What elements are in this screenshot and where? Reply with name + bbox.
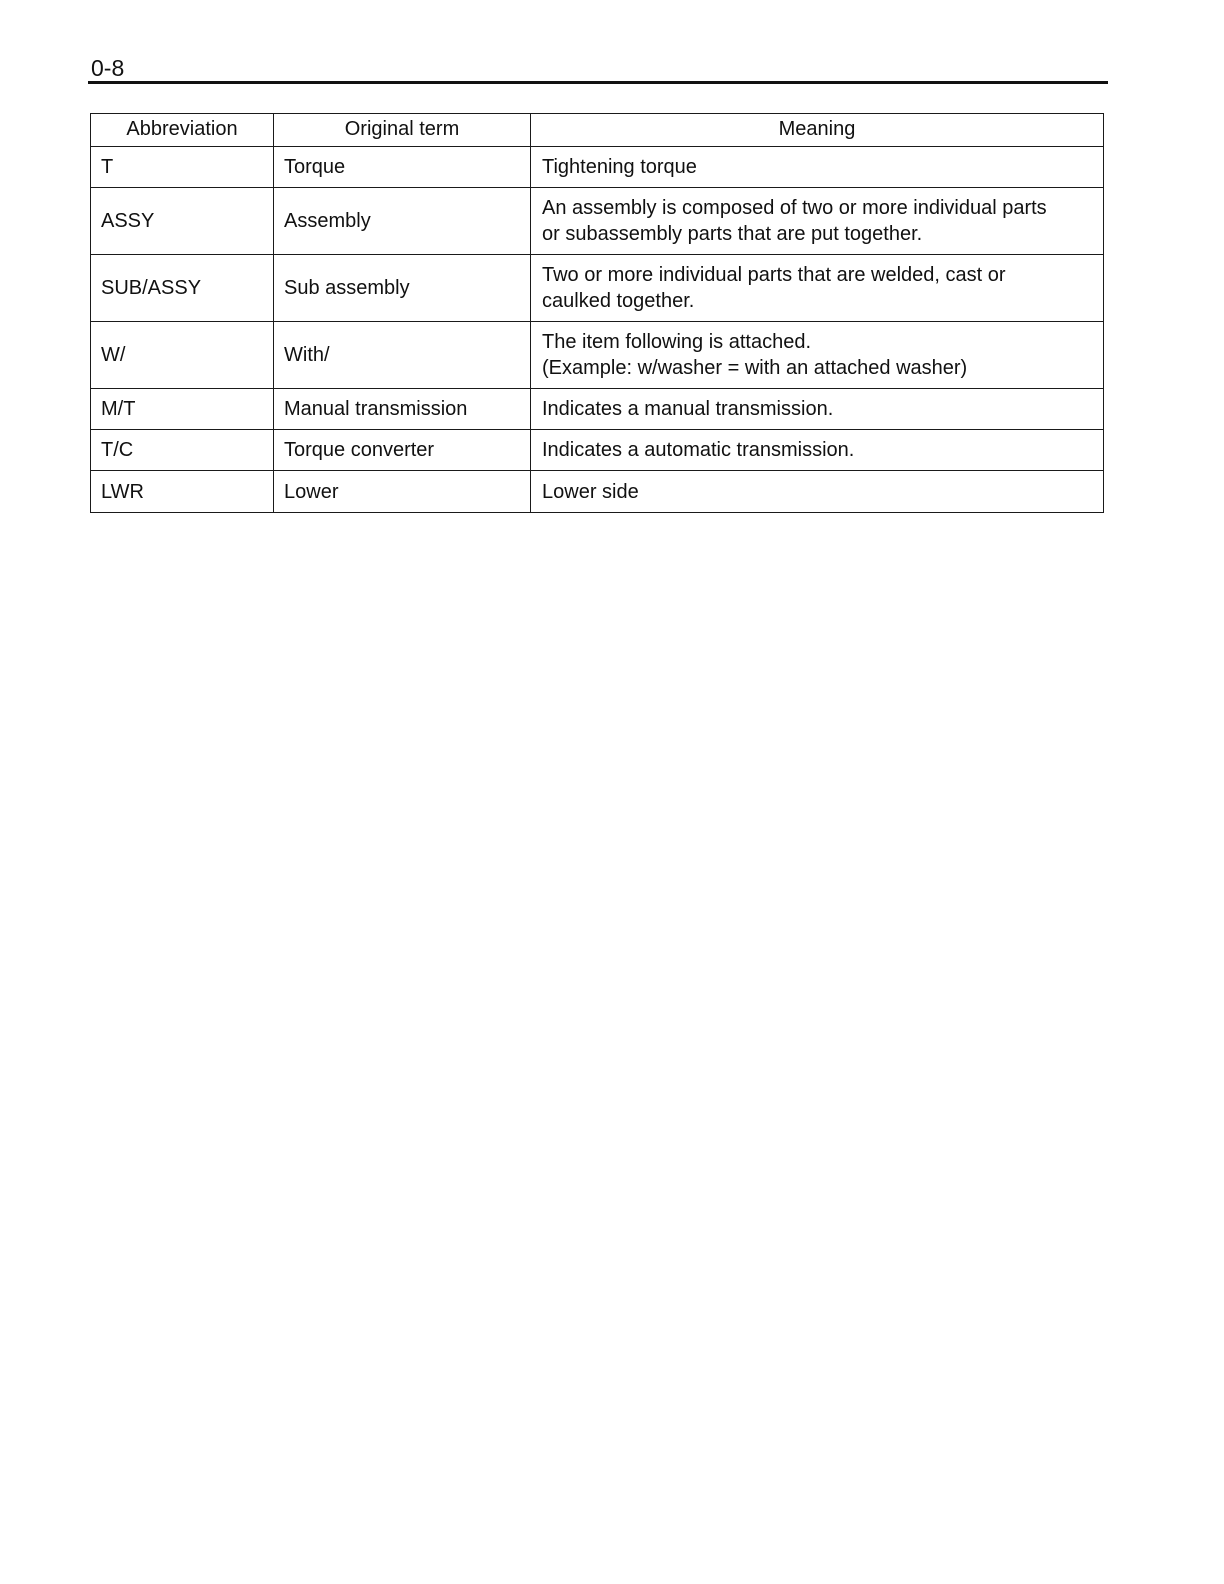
- meaning-line: Tightening torque: [542, 156, 697, 178]
- cell-original-term: Sub assembly: [274, 255, 531, 322]
- table-row: [91, 255, 1104, 322]
- cell-meaning: [531, 389, 1104, 430]
- cell-original-term: Torque: [274, 147, 531, 188]
- table-row: [91, 322, 1104, 389]
- cell-abbreviation: W/: [91, 322, 274, 389]
- cell-original-term: Assembly: [274, 188, 531, 255]
- cell-original-term: Manual transmission: [274, 389, 531, 430]
- cell-original-term: Lower: [274, 471, 531, 513]
- cell-meaning: [531, 147, 1104, 188]
- cell-abbreviation: LWR: [91, 471, 274, 513]
- cell-abbreviation: ASSY: [91, 188, 274, 255]
- table-row: [91, 471, 1104, 513]
- meaning-line: (Example: w/washer = with an attached washer): [542, 357, 968, 379]
- cell-meaning: [531, 471, 1104, 513]
- meaning-line: The item following is attached.: [542, 331, 812, 353]
- meaning-line: Indicates a manual transmission.: [542, 398, 834, 420]
- table-row: [91, 188, 1104, 255]
- table-header-row: [91, 114, 1104, 147]
- cell-abbreviation: M/T: [91, 389, 274, 430]
- table-row: [91, 389, 1104, 430]
- cell-meaning: [531, 255, 1104, 322]
- cell-original-term: With/: [274, 322, 531, 389]
- table-row: [91, 147, 1104, 188]
- header-original-term: Original term: [274, 114, 531, 147]
- table-row: [91, 430, 1104, 471]
- cell-original-term: Torque converter: [274, 430, 531, 471]
- cell-abbreviation: T/C: [91, 430, 274, 471]
- meaning-line: or subassembly parts that are put together.: [542, 223, 923, 245]
- meaning-line: Indicates a automatic transmission.: [542, 439, 855, 461]
- page-number: 0-8: [91, 55, 125, 81]
- meaning-line: Lower side: [542, 480, 639, 503]
- meaning-line: caulked together.: [542, 290, 695, 312]
- cell-abbreviation: T: [91, 147, 274, 188]
- header-rule: [88, 81, 1108, 84]
- cell-abbreviation: SUB/ASSY: [91, 255, 274, 322]
- header-meaning: Meaning: [531, 114, 1104, 147]
- meaning-line: An assembly is composed of two or more individual parts: [542, 197, 1047, 219]
- cell-meaning: [531, 322, 1104, 389]
- cell-meaning: [531, 188, 1104, 255]
- abbreviation-table: [90, 113, 1104, 513]
- meaning-line: Two or more individual parts that are welded, cast or: [542, 264, 1006, 286]
- header-abbreviation: Abbreviation: [91, 114, 274, 147]
- cell-meaning: [531, 430, 1104, 471]
